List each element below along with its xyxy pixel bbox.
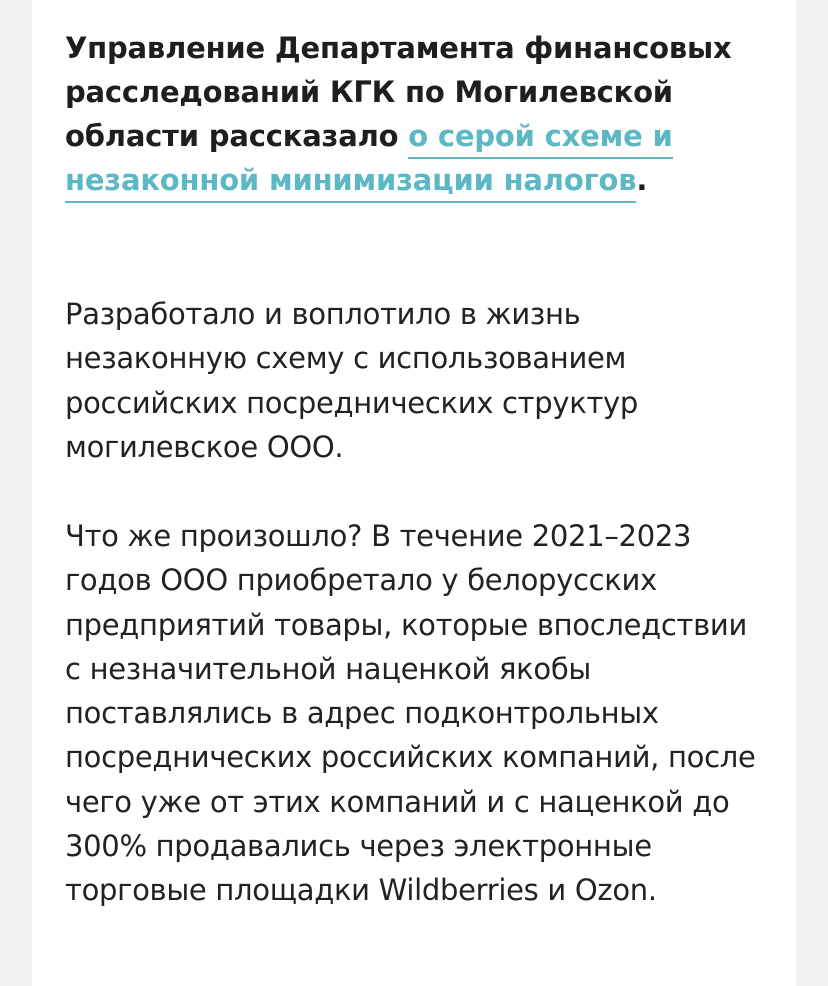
body-paragraph-1: Разработало и воплотило в жизнь незаконную схему с использованием российских посреднических структур могилевское ООО. [65,297,639,464]
lead-text: Управление Департамента финансовых расследований КГК по Могилевской области рассказало [65,31,732,153]
lead-paragraph [65,26,745,202]
body-paragraph-2: Что же произошло? В течение 2021–2023 годов ООО приобретало у белорусских предприятий товары, которые впоследствии с незначительной наценкой якобы поставлялись в адрес подконтрольных посреднических российских компаний, после чего уже от этих компаний и с наценкой до 300% продавались через электронные торговые площадки Wildberries и Ozon. [65,519,756,908]
article-card [32,0,796,986]
article-link[interactable]: о серой схеме и незаконной минимизации налогов [65,119,673,203]
lead-end: . [636,163,648,197]
